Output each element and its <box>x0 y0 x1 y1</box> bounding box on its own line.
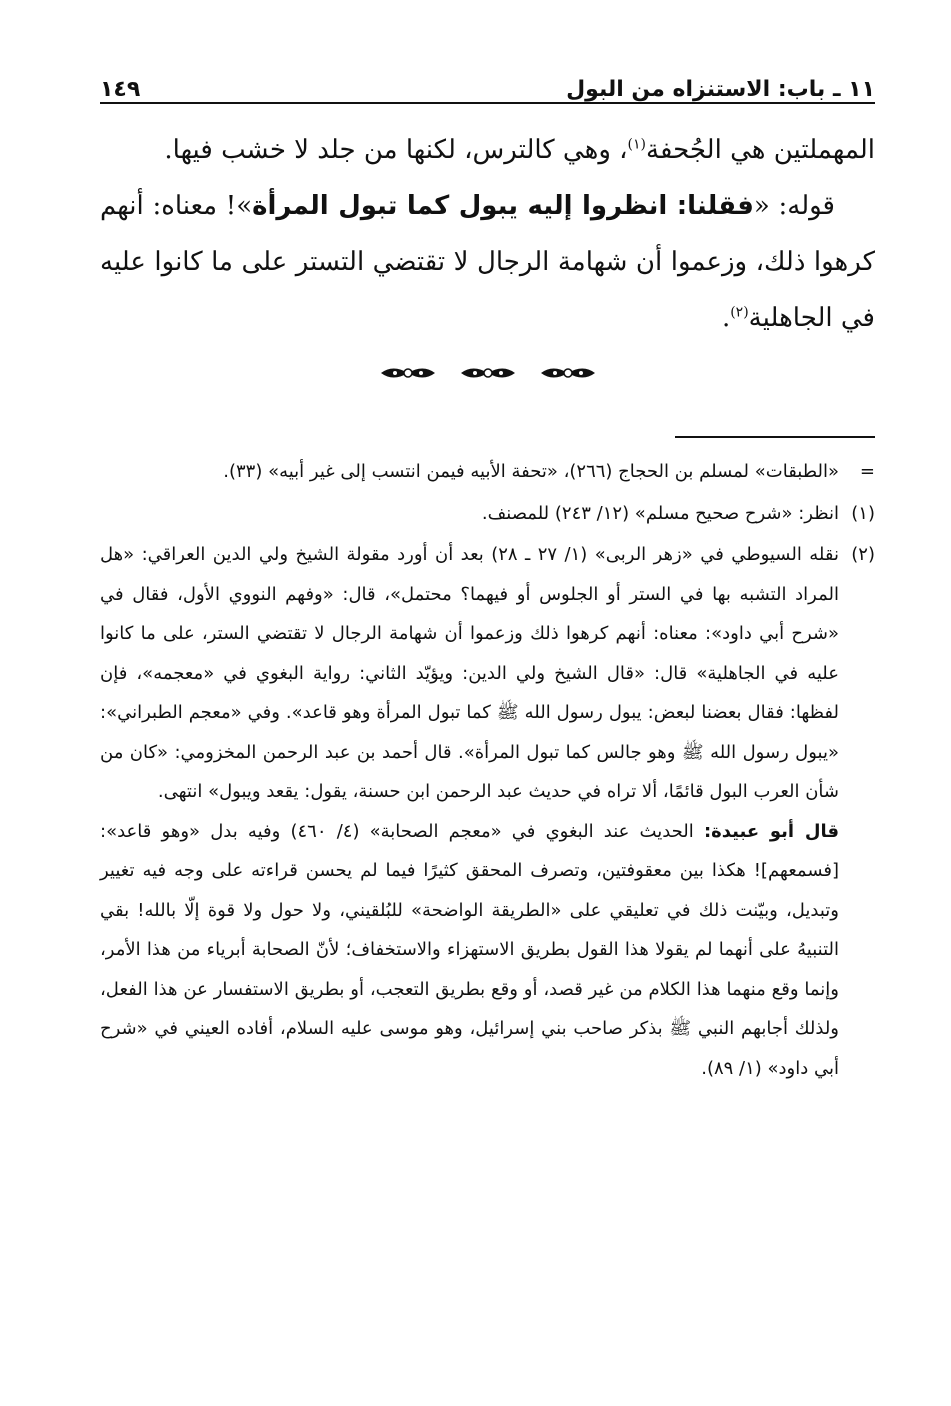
paragraph-text: ، وهي كالترس، لكنها من جلد لا خشب فيها. <box>164 135 628 165</box>
footnote-paragraph-2 <box>100 812 839 1089</box>
floral-ornament-icon <box>379 362 437 384</box>
footnote-1 <box>100 494 875 534</box>
footnote-ref-1[interactable]: (١) <box>627 136 646 153</box>
footnote-mark: (٢) <box>851 544 875 565</box>
running-header <box>100 58 875 104</box>
footnote-text: انظر: «شرح صحيح مسلم» (١٢/ ٢٤٣) للمصنف. <box>481 502 839 524</box>
paragraph-text: المهملتين هي الجُحفة <box>646 135 875 165</box>
footnote-2 <box>100 535 875 1088</box>
editor-label: قال أبو عبيدة: <box>703 820 839 842</box>
footnote-text-wrap <box>100 535 839 1088</box>
page-number: ١٤٩ <box>100 77 141 102</box>
floral-ornament-icon <box>539 362 597 384</box>
footnote-continuation <box>100 452 875 492</box>
footnote-separator <box>675 436 875 438</box>
footnote-ref-2[interactable]: (٢) <box>730 304 749 321</box>
section-ornament <box>100 356 875 390</box>
footnote-text: «الطبقات» لمسلم بن الحجاج (٢٦٦)، «تحفة الأبيه فيمن انتسب إلى غير أبيه» (٣٣). <box>223 461 839 482</box>
footnote-text: الحديث عند البغوي في «معجم الصحابة» (٤/ ٤٦٠) وفيه بدل «وهو قاعد»: [فسمعهم]! هكذا بين معقوفتين، وتصرف المحقق كثيرًا فيما لم يحسن قراءته على وجه فيه تغيير وتبديل، وبيّنت ذلك في تعليقي على «الطريقة الواضحة» للبُلقيني، ولا حول ولا قوة إلّا بالله! بقي التنبيهُ على أنهما لم يقولا هذا القول بطريق الاستهزاء والاستخفاف؛ لأنّ الصحابة أبرياء من هذا الأمر، وإنما وقع منهما هذا الكلام من غير قصد، أو وقع بطريق التعجب، أو بطريق الاستفسار عن هذا الفعل، ولذلك أجابهم النبي ﷺ بذكر صاحب بني إسرائيل، وهو موسى عليه السلام، أفاده العيني في «شرح أبي داود» (١/ ٨٩). <box>100 820 839 1079</box>
paragraph-text: »! معناه: أنهم كرهوا ذلك، وزعموا أن شهامة الرجال لا تقتضي التستر على ما كانوا عليه في الجاهلية <box>100 191 875 333</box>
hadith-quote: فقلنا: انظروا إليه يبول كما تبول المرأة <box>252 191 754 221</box>
footnotes <box>100 452 875 1088</box>
main-paragraph-2 <box>100 178 875 346</box>
chapter-title: ١١ ـ باب: الاستنزاه من البول <box>566 77 875 102</box>
main-text <box>100 122 875 346</box>
main-paragraph-1 <box>100 122 875 178</box>
paragraph-text: قوله: « <box>753 191 835 221</box>
paragraph-text: . <box>721 303 731 333</box>
footnote-mark: (١) <box>851 502 875 524</box>
footnote-text: نقله السيوطي في «زهر الربى» (١/ ٢٧ ـ ٢٨) بعد أن أورد مقولة الشيخ ولي الدين العراقي: «هل المراد التشبه بها في الستر أو الجلوس أو فيهما؟ محتمل»، قال: «وفهم النووي الأول، فقال في «شرح أبي داود»: معناه: أنهم كرهوا ذلك وزعموا أن شهامة الرجال لا تقتضي الستر، على ما كانوا عليه في الجاهلية» قال: «قال الشيخ ولي الدين: ويؤيّد الثاني: رواية البغوي في «معجمه»، فإن لفظها: فقال بعضنا لبعض: يبول رسول الله ﷺ كما تبول المرأة وهو قاعد». وفي «معجم الطبراني»: «يبول رسول الله ﷺ وهو جالس كما تبول المرأة». قال أحمد بن عبد الرحمن المخزومي: «كان من شأن العرب البول قائمًا، ألا تراه في حديث عبد الرحمن ابن حسنة، يقول: يقعد ويبول» انتهى. <box>100 544 840 802</box>
book-page <box>100 58 875 1088</box>
footnote-mark: = <box>859 461 875 482</box>
floral-ornament-icon <box>459 362 517 384</box>
